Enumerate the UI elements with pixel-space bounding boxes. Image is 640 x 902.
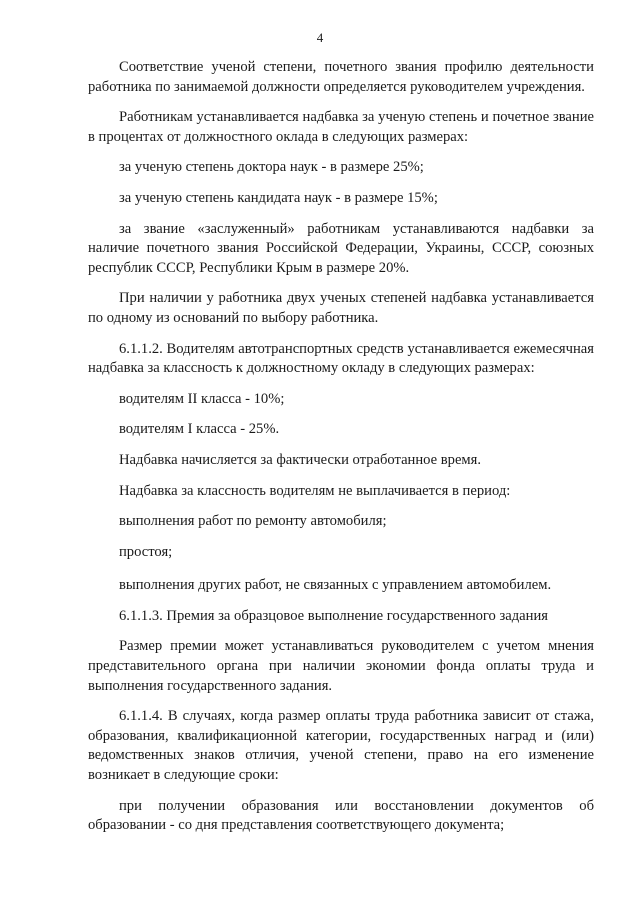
paragraph-downtime: простоя; (119, 543, 173, 560)
paragraph-degree-correspondence: Соответствие ученой степени, почетного звания профилю деятельности работника по занимаемой должности определяется руководителем учреждения. (88, 59, 594, 95)
paragraph-section-6-1-1-3: 6.1.1.3. Премия за образцовое выполнение государственного задания (119, 607, 548, 624)
paragraph-class-1-drivers: водителям I класса - 25%. (119, 421, 280, 438)
paragraph-section-6-1-1-4: 6.1.1.4. В случаях, когда размер оплаты труда работника зависит от стажа, образования, квалификационной категории, государственных наград и (или) ведомственных знаков отличия, ученой степени, право на его изменение возникает в следующие сроки: (88, 708, 594, 784)
paragraph-education-documents: при получении образования или восстановлении документов об образовании - со дня представления соответствующего документа; (88, 797, 594, 834)
paragraph-section-6-1-1-2: 6.1.1.2. Водителям автотранспортных средств устанавливается ежемесячная надбавка за классность к должностному окладу в следующих размерах: (88, 340, 594, 377)
paragraph-doctor-degree: за ученую степень доктора наук - в размере 25%; (119, 159, 424, 176)
paragraph-actual-time: Надбавка начисляется за фактически отработанное время. (119, 451, 482, 468)
document-body (88, 58, 594, 847)
paragraph-class-2-drivers: водителям II класса - 10%; (119, 390, 285, 407)
paragraph-not-paid: Надбавка за классность водителям не выплачивается в период: (119, 482, 511, 499)
paragraph-honored-title: за звание «заслуженный» работникам устанавливаются надбавки за наличие почетного звания Российской Федерации, Украины, СССР, союзных республик СССР, Республики Крым в размере 20%. (88, 220, 594, 276)
page-number: 4 (316, 30, 324, 45)
paragraph-other-work: выполнения других работ, не связанных с управлением автомобилем. (119, 577, 552, 594)
paragraph-bonus-size: Размер премии может устанавливаться руководителем с учетом мнения представительного органа при наличии экономии фонда оплаты труда и выполнения государственного задания. (88, 638, 594, 694)
paragraph-degree-allowance: Работникам устанавливается надбавка за ученую степень и почетное звание в процентах от должностного оклада в следующих размерах: (88, 109, 594, 145)
paragraph-repair-work: выполнения работ по ремонту автомобиля; (119, 513, 387, 530)
paragraph-candidate-degree: за ученую степень кандидата наук - в размере 15%; (119, 189, 438, 206)
paragraph-two-degrees: При наличии у работника двух ученых степеней надбавка устанавливается по одному из оснований по выбору работника. (88, 290, 594, 326)
